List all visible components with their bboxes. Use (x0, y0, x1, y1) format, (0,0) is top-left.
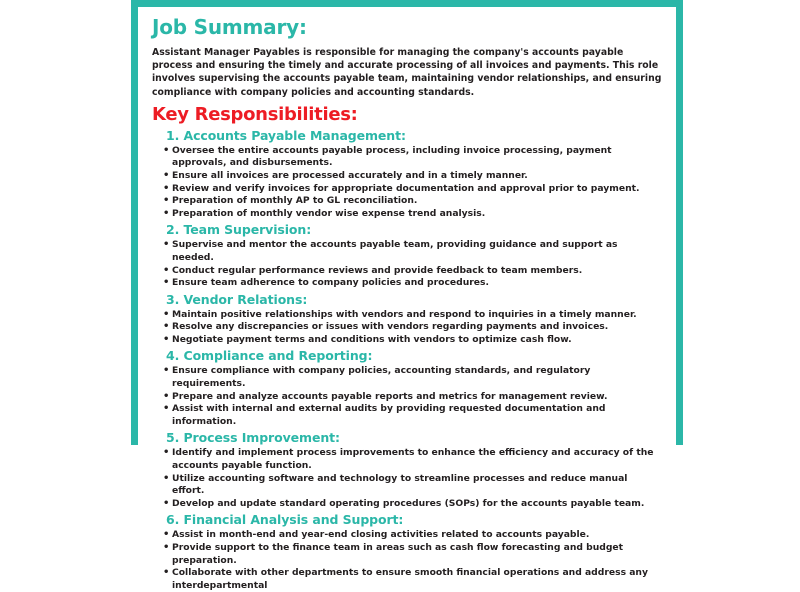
list-item: • Provide support to the finance team in areas such as cash flow forecasting and budget preparation. (152, 542, 662, 567)
list-item: • Maintain positive relationships with vendors and respond to inquiries in a timely manner. (152, 309, 662, 322)
list-item: • Identify and implement process improvements to enhance the efficiency and accuracy of the accounts payable function. (152, 447, 662, 472)
bullet-list-process-improvement (152, 447, 662, 510)
bullet-list-compliance-and-reporting (152, 365, 662, 428)
document-body (138, 7, 676, 591)
list-item: • Oversee the entire accounts payable process, including invoice processing, payment approvals, and disbursements. (152, 145, 662, 170)
subsection-heading-compliance-and-reporting: 4. Compliance and Reporting: (166, 348, 373, 364)
list-item: • Utilize accounting software and technology to streamline processes and reduce manual effort. (152, 473, 662, 498)
border-right (676, 0, 683, 445)
list-item: • Develop and update standard operating procedures (SOPs) for the accounts payable team. (152, 498, 662, 511)
list-item: • Ensure compliance with company policies, accounting standards, and regulatory requirements. (152, 365, 662, 390)
border-top (131, 0, 683, 7)
subsection-heading-accounts-payable-management: 1. Accounts Payable Management: (166, 127, 406, 143)
bullet-list-team-supervision (152, 239, 662, 289)
list-item: • Preparation of monthly AP to GL reconciliation. (152, 195, 662, 208)
list-item: • Negotiate payment terms and conditions with vendors to optimize cash flow. (152, 334, 662, 347)
subsection-heading-process-improvement: 5. Process Improvement: (166, 430, 340, 446)
subsection-heading-team-supervision: 2. Team Supervision: (166, 222, 312, 238)
list-item: • Supervise and mentor the accounts payable team, providing guidance and support as needed. (152, 239, 662, 264)
bullet-list-financial-analysis-and-support (152, 529, 662, 592)
list-item: • Assist with internal and external audits by providing requested documentation and information. (152, 403, 662, 428)
border-left (131, 0, 138, 445)
list-item: • Ensure all invoices are processed accurately and in a timely manner. (152, 170, 662, 183)
key-responsibilities-heading: Key Responsibilities: (152, 103, 358, 125)
list-item: • Collaborate with other departments to ensure smooth financial operations and address any interdepartmental (152, 567, 662, 592)
list-item: • Resolve any discrepancies or issues with vendors regarding payments and invoices. (152, 321, 662, 334)
list-item: • Conduct regular performance reviews and provide feedback to team members. (152, 265, 662, 278)
list-item: • Review and verify invoices for appropriate documentation and approval prior to payment. (152, 183, 662, 196)
list-item: • Assist in month-end and year-end closing activities related to accounts payable. (152, 529, 662, 542)
job-summary-paragraph: Assistant Manager Payables is responsible for managing the company's accounts payable process and ensuring the timely and accurate processing of all invoices and payments. This role involves supervising the accounts payable team, maintaining vendor relationships, and ensuring compliance with company policies and accounting standards. (152, 47, 662, 98)
list-item: • Ensure team adherence to company policies and procedures. (152, 277, 662, 290)
list-item: • Prepare and analyze accounts payable reports and metrics for management review. (152, 391, 662, 404)
subsection-heading-vendor-relations: 3. Vendor Relations: (166, 291, 308, 307)
subsection-heading-financial-analysis-and-support: 6. Financial Analysis and Support: (166, 512, 404, 528)
page-title: Job Summary: (152, 15, 307, 39)
bullet-list-accounts-payable-management (152, 145, 662, 221)
bullet-list-vendor-relations (152, 309, 662, 347)
list-item: • Preparation of monthly vendor wise expense trend analysis. (152, 208, 662, 221)
